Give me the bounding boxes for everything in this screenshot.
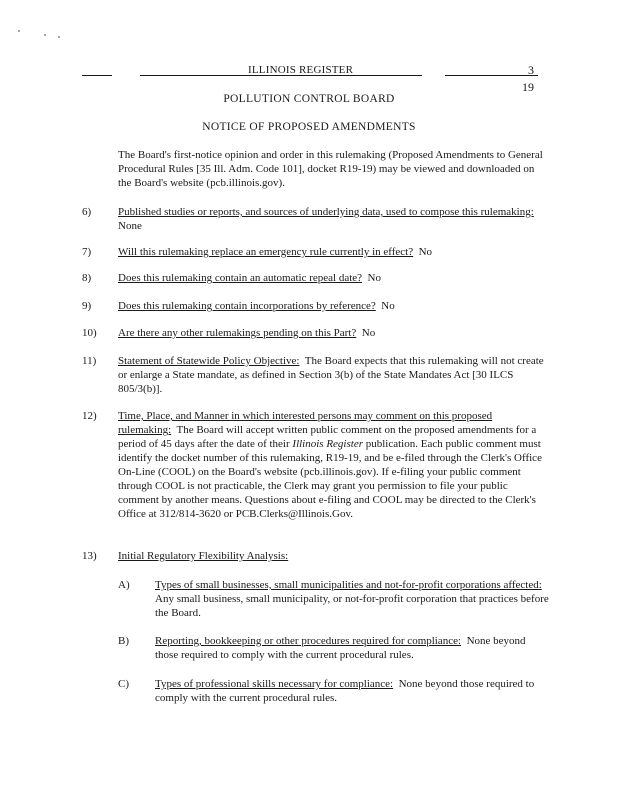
- item-6: [118, 205, 550, 233]
- item-heading: Will this rulemaking replace an emergency rule currently in effect?: [118, 246, 414, 258]
- subitem-b: [155, 634, 550, 662]
- item-answer-publication: Illinois Register: [292, 438, 363, 450]
- subitem-heading: Types of small businesses, small municipalities and not-for-profit corporations affected:: [155, 579, 542, 591]
- item-12: [118, 409, 550, 521]
- item-heading: Initial Regulatory Flexibility Analysis:: [118, 550, 289, 562]
- item-number: 13): [82, 550, 97, 562]
- intro-paragraph: The Board's first-notice opinion and order in this rulemaking (Proposed Amendments to General Procedural Rules [35 Ill. Adm. Code 101], docket R19-19) may be viewed and downloaded on the Board's website (pcb.illinois.gov).: [118, 149, 543, 189]
- item-10: [118, 326, 550, 340]
- subitem-heading: Reporting, bookkeeping or other procedures required for compliance:: [155, 635, 462, 647]
- header-rule-right: [445, 75, 538, 76]
- item-13: [118, 549, 550, 563]
- register-title: ILLINOIS REGISTER: [248, 64, 354, 76]
- item-answer: None: [118, 220, 142, 232]
- subitem-letter: A): [118, 579, 130, 591]
- scan-speck: [44, 34, 46, 36]
- item-8: [118, 271, 550, 285]
- subitem-heading: Types of professional skills necessary for compliance:: [155, 678, 394, 690]
- scan-speck: [18, 30, 20, 32]
- subitem-letter: B): [118, 635, 129, 647]
- page-number: 3: [528, 63, 534, 77]
- item-heading: Time, Place, and Manner in which interested persons may comment on this proposed rulemaking:: [118, 410, 493, 436]
- item-number: 8): [82, 272, 92, 284]
- item-heading: Does this rulemaking contain incorporations by reference?: [118, 300, 376, 312]
- item-answer: No: [381, 300, 395, 312]
- subitem-a: [155, 578, 550, 620]
- item-number: 10): [82, 327, 97, 339]
- item-answer: No: [361, 327, 376, 339]
- item-answer: The Board expects that this rulemaking will not create or enlarge a State mandate, as defined in Section 3(b) of the State Mandates Act [30 ILCS 805/3(b)].: [118, 355, 544, 395]
- item-9: [118, 299, 550, 313]
- item-11: [118, 354, 550, 396]
- item-number: 11): [82, 355, 97, 367]
- issue-number: 19: [522, 80, 534, 94]
- notice-title: NOTICE OF PROPOSED AMENDMENTS: [202, 121, 416, 133]
- item-heading: Are there any other rulemakings pending on this Part?: [118, 327, 357, 339]
- item-answer-pre: The Board will accept written public comment on the proposed amendments for a period of 45 days after the date of their: [118, 424, 537, 450]
- item-answer: No: [418, 246, 433, 258]
- scan-speck: [58, 36, 60, 38]
- subitem-answer: Any small business, small municipality, or not-for-profit corporation that practices before the Board.: [155, 593, 549, 619]
- subitem-letter: C): [118, 678, 129, 690]
- subitem-answer: None beyond those required to comply with the current procedural rules.: [155, 678, 535, 704]
- item-number: 6): [82, 206, 92, 218]
- item-7: [118, 245, 550, 259]
- item-number: 7): [82, 246, 92, 258]
- item-number: 12): [82, 410, 97, 422]
- item-answer-post: publication. Each public comment must identify the docket number of this rulemaking, R19-19, and be e-filed through the Clerk's Office On-Line (COOL) on the Board's website (pcb.illinois.gov). If e-filing your public comment through COOL is not practicable, the Clerk may grant you permission to file your public comment by another means. Questions about e-filing and COOL may be directed to the Clerk's Office at 312/814-3620 or PCB.Clerks@Illinois.Gov.: [118, 438, 542, 520]
- item-heading: Statement of Statewide Policy Objective:: [118, 355, 300, 367]
- item-answer: No: [367, 272, 381, 284]
- agency-name: POLLUTION CONTROL BOARD: [223, 93, 395, 105]
- subitem-answer: None beyond those required to comply with the current procedural rules.: [155, 635, 526, 661]
- header-rule-left: [82, 75, 112, 76]
- subitem-c: [155, 677, 550, 705]
- item-heading: Does this rulemaking contain an automatic repeal date?: [118, 272, 363, 284]
- item-heading: Published studies or reports, and sources of underlying data, used to compose this rulemaking:: [118, 206, 534, 218]
- item-number: 9): [82, 300, 92, 312]
